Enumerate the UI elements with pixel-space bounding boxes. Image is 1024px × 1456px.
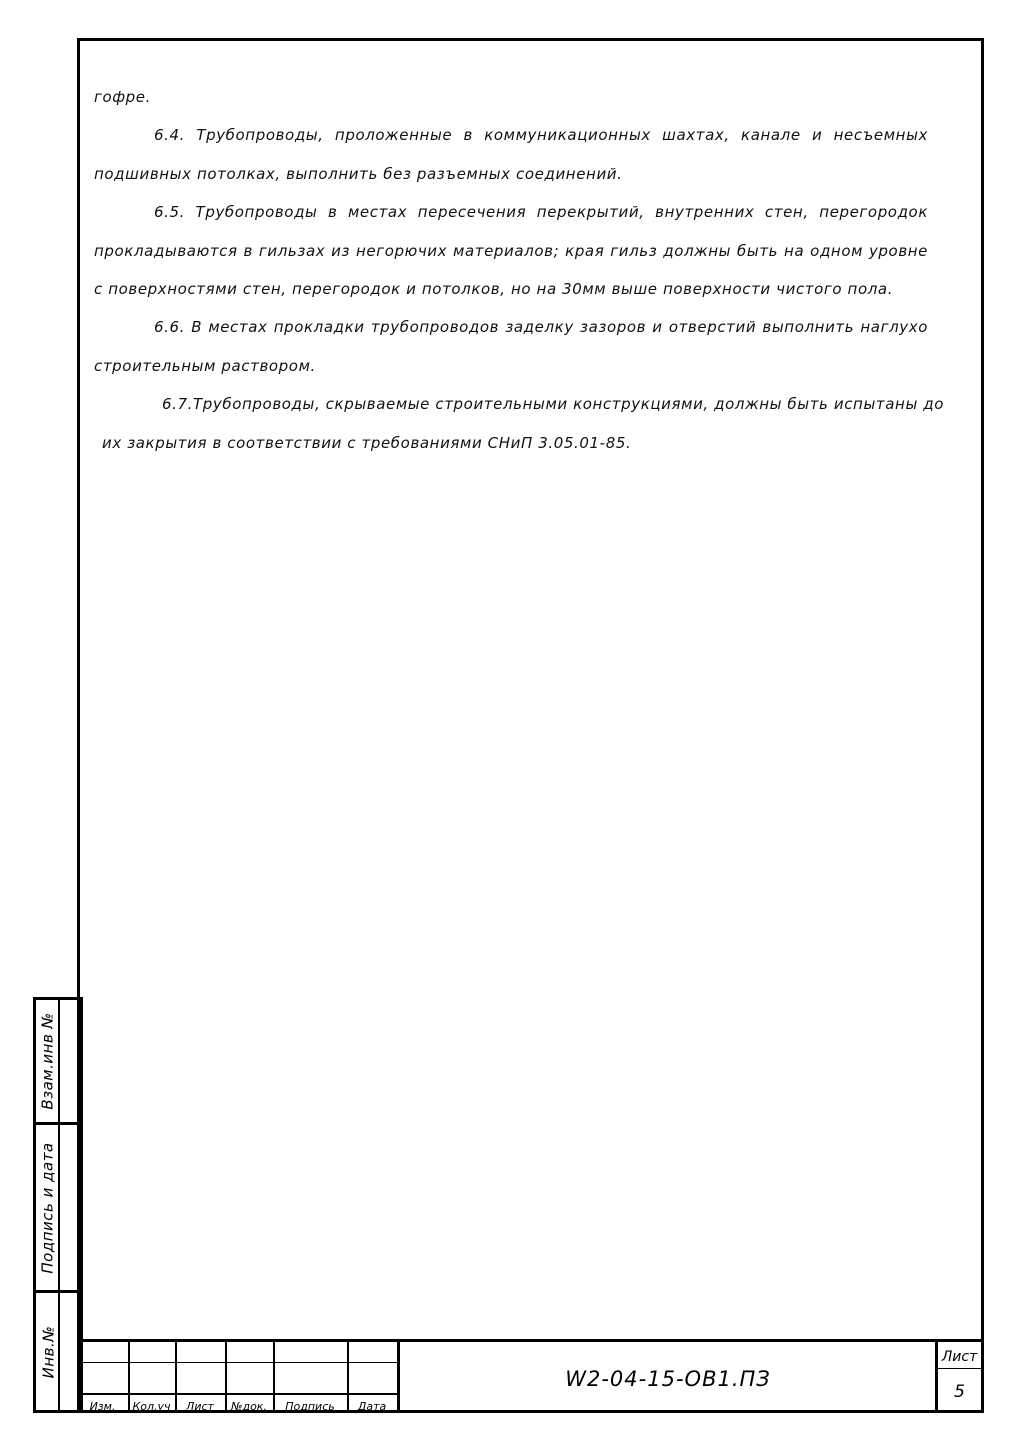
stamp-field-sign-date: Подпись и дата — [39, 1141, 57, 1274]
sheet-number: 5 — [954, 1382, 965, 1402]
paragraph-6-7-line2: их закрытия в соответствии с требованиями СНиП 3.05.01-85. — [102, 433, 632, 452]
paragraph-6-7-line1: 6.7.Трубопроводы, скрываемые строительными конструкциями, должны быть испытаны до — [162, 395, 945, 414]
column-date: Дата — [357, 1399, 387, 1413]
paragraph-6-4: 6.4. Трубопроводы, проложенные в коммуникационных шахтах, канале и несъемных подшивных потолках, выполнить без разъемных соединений. — [94, 126, 928, 183]
stamp-field-inv-zam: Взам.инв № — [39, 1012, 57, 1110]
paragraph-continuation: гофре. — [94, 88, 152, 106]
paragraph-6-7 — [94, 385, 978, 462]
column-izm: Изм. — [89, 1399, 116, 1413]
column-list: Лист — [186, 1399, 214, 1413]
paragraph-6-6: 6.6. В местах прокладки трубопроводов заделку зазоров и отверстий выполнить наглухо строительным раствором. — [94, 318, 928, 375]
stamp-field-inv-no: Инв.№ — [39, 1325, 57, 1378]
column-signature: Подпись — [285, 1399, 335, 1413]
document-code: W2-04-15-ОВ1.ПЗ — [565, 1367, 771, 1391]
title-block — [77, 1339, 984, 1413]
sheet-label: Лист — [941, 1349, 978, 1365]
column-kol-uch: Кол.уч — [132, 1399, 171, 1413]
paragraph-6-5: 6.5. Трубопроводы в местах пересечения перекрытий, внутренних стен, перегородок прокладываются в гильзах из негорючих материалов; края гильз должны быть на одном уровне с поверхностями стен, перегородок и потолков, но на 30мм выше поверхности чистого пола. — [94, 203, 928, 299]
side-stamp — [33, 997, 83, 1413]
column-doc-no: №док. — [231, 1399, 267, 1413]
document-body — [94, 78, 945, 462]
